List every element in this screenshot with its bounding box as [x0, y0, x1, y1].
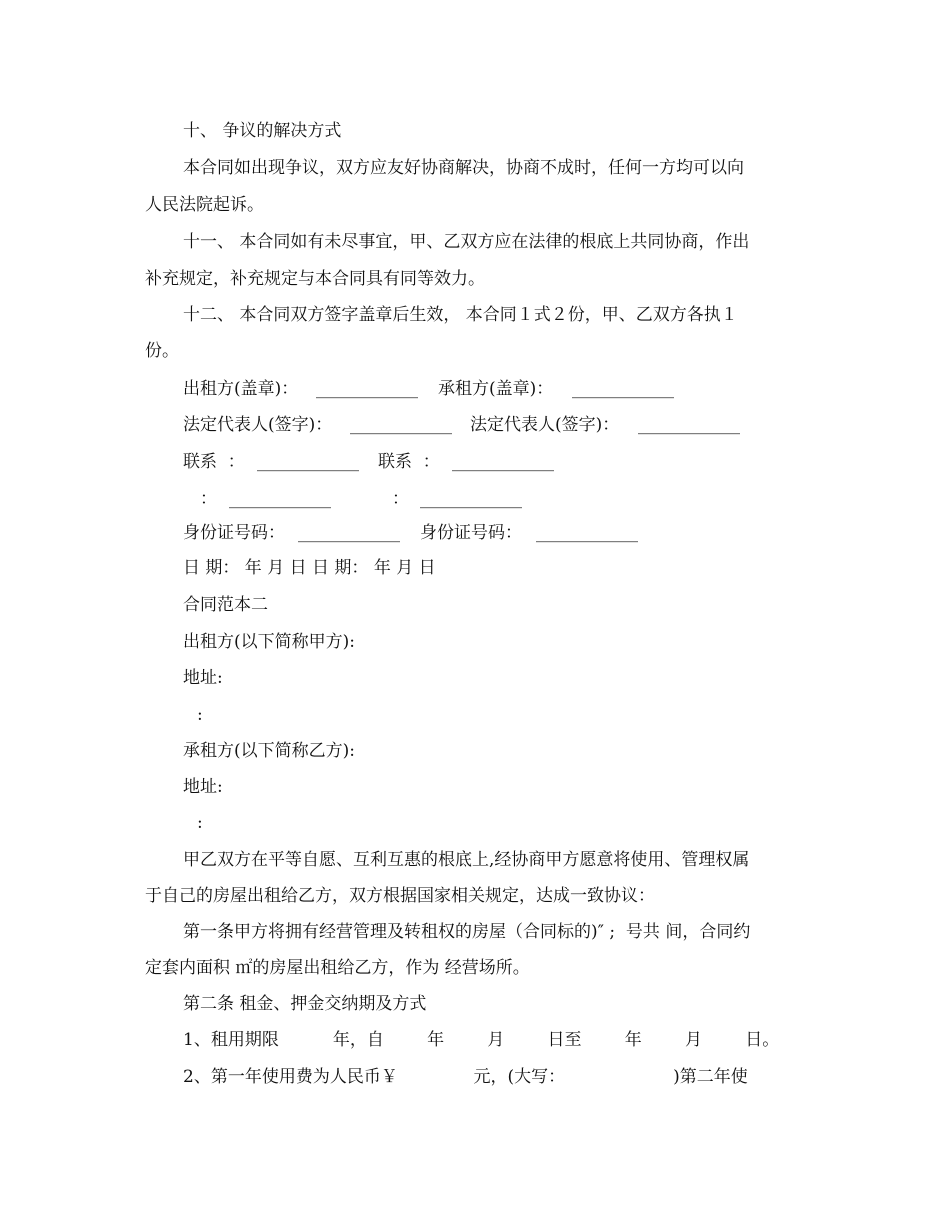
rep-sign-a-label: 法定代表人(签字)：	[183, 415, 333, 435]
lessor-seal-label: 出租方(盖章)：	[183, 379, 299, 399]
section-12-line-2: 份。	[145, 341, 179, 361]
section-11-line-2: 补充规定，补充规定与本合同具有同等效力。	[145, 269, 485, 289]
section-11-line-1: 十一、 本合同如有未尽事宜，甲、乙双方应在法律的根底上共同协商，作出	[183, 232, 750, 252]
id-b-label: 身份证号码：	[420, 523, 522, 543]
section-10-heading: 十、 争议的解决方式	[183, 121, 342, 141]
address-2: 地址:	[183, 777, 223, 797]
section-10-body-line-1: 本合同如出现争议，双方应友好协商解决，协商不成时，任何一方均可以向	[183, 158, 744, 178]
intro-line-1: 甲乙双方在平等自愿、互利互惠的根底上,经协商甲方愿意将使用、管理权属	[183, 850, 750, 870]
rep-sign-a-blank: ____________	[350, 415, 452, 435]
id-a-label: 身份证号码：	[183, 523, 285, 543]
lessee-seal-label: 承租方(盖章)：	[438, 379, 554, 399]
id-a-blank: ____________	[298, 523, 400, 543]
colon-a-label: ：	[200, 489, 217, 509]
colon-a-blank: ____________	[229, 489, 331, 509]
id-b-blank: ____________	[536, 523, 638, 543]
rep-sign-b-blank: ____________	[638, 415, 740, 435]
lessee-seal-blank: ____________	[572, 379, 674, 399]
intro-line-2: 于自己的房屋出租给乙方，双方根据国家相关规定，达成一致协议：	[145, 886, 655, 906]
article-2-item-2: 2、第一年使用费为人民币￥ 元，(大写： )第二年使	[183, 1067, 748, 1087]
section-10-body-line-2: 人民法院起诉。	[145, 195, 264, 215]
lessee-intro: 承租方(以下简称乙方):	[183, 741, 355, 761]
article-2-heading: 第二条 租金、押金交纳期及方式	[183, 994, 427, 1014]
article-1-line-1: 第一条甲方将拥有经营管理及转租权的房屋（合同标的)″ ; 号共 间，合同约	[183, 922, 751, 942]
contact-a-blank: ____________	[257, 452, 359, 472]
lessor-seal-blank: ____________	[316, 379, 418, 399]
address-1: 地址:	[183, 668, 223, 688]
template-2-title: 合同范本二	[183, 595, 268, 615]
contact-a-label: 联系 ：	[183, 452, 245, 472]
rep-sign-b-label: 法定代表人(签字)：	[470, 415, 620, 435]
colon-1: :	[197, 705, 203, 725]
article-2-item-1: 1、租用期限 年，自 年 月 日至 年 月 日。	[183, 1030, 780, 1050]
contact-b-blank: ____________	[452, 452, 554, 472]
section-12-line-1: 十二、 本合同双方签字盖章后生效， 本合同１式２份，甲、乙双方各执１	[183, 305, 738, 325]
colon-b-blank: ____________	[420, 489, 522, 509]
article-1-line-2: 定套内面积 ㎡的房屋出租给乙方，作为 经营场所。	[145, 958, 530, 978]
colon-b-label: ：	[392, 489, 409, 509]
contact-b-label: 联系 ：	[378, 452, 440, 472]
lessor-intro: 出租方(以下简称甲方):	[183, 632, 355, 652]
date-line: 日 期： 年 月 日 日 期： 年 月 日	[183, 558, 436, 578]
colon-2: :	[197, 813, 203, 833]
